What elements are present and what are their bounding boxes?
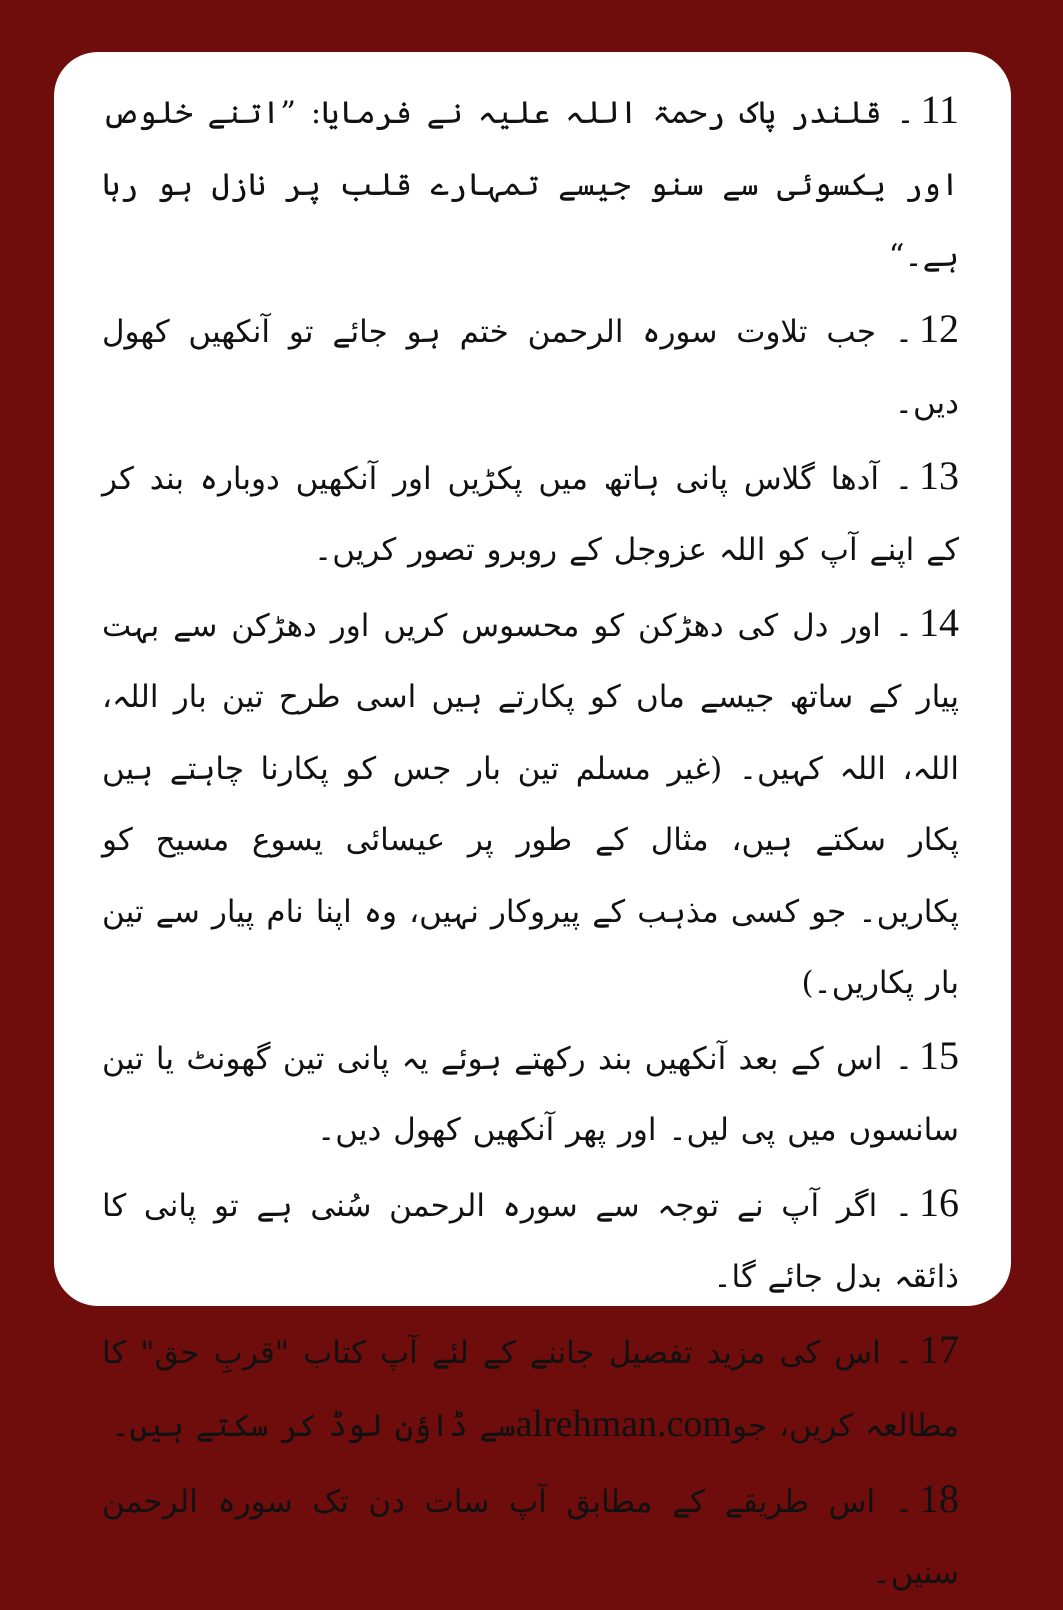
instruction-text: ۔ جب تلاوت سورہ الرحمن ختم ہو جائے تو آنکھیں کھول دیں۔	[102, 313, 959, 421]
content-card	[54, 52, 1011, 1591]
instruction-text: ۔ اس کی مزید تفصیل جاننے کے لئے آپ کتاب "قربِ حق" کا مطالعہ کریں، جو	[102, 1334, 959, 1444]
website-url: alrehman.com	[515, 1403, 732, 1445]
instruction-number: 14	[919, 599, 959, 645]
instruction-text: ۔ اور دل کی دھڑکن کو محسوس کریں اور دھڑکن سے بہت پیار کے ساتھ جیسے ماں کو پکارتے ہیں اسی طرح تین بار اللہ، اللہ، اللہ کہیں۔ (غیر مسلم تین بار جس کو پکارنا چاہتے ہیں پکار سکتے ہیں، مثال کے طور پر عیسائی یسوع مسیح کو پکاریں۔ جو کسی مذہب کے پیروکار نہیں، وہ اپنا نام پیار سے تین بار پکاریں۔)	[102, 607, 959, 1001]
instruction-text: ۔ اس طریقے کے مطابق آپ سات دن تک سورہ الرحمن سنیں۔	[102, 1483, 959, 1591]
instruction-text: ۔ آدھا گلاس پانی ہاتھ میں پکڑیں اور آنکھیں دوبارہ بند کر کے اپنے آپ کو اللہ عزوجل کے روبرو تصور کریں۔	[102, 460, 959, 568]
instruction-text: ۔ اس کے بعد آنکھیں بند رکھتے ہوئے یہ پانی تین گھونٹ یا تین سانسوں میں پی لیں۔ اور پھر آنکھیں کھول دیں۔	[102, 1040, 959, 1148]
instruction-number: 12	[919, 305, 959, 351]
instruction-17	[102, 1314, 959, 1463]
instruction-16	[102, 1167, 959, 1314]
instruction-text: ۔ اگر آپ نے توجہ سے سورہ الرحمن سُنی ہے تو پانی کا ذائقہ بدل جائے گا۔	[102, 1187, 959, 1295]
instruction-15	[102, 1020, 959, 1167]
instruction-text: ۔ قلندر پاک رحمۃ اللہ علیہ نے فرمایا: ”اتنے خلوص اور یکسوئی سے سنو جیسے تمہارے قلب پر نازل ہو رہا ہے۔“	[102, 95, 959, 274]
instruction-number: 13	[919, 452, 959, 498]
instruction-18	[102, 1463, 959, 1610]
instruction-list	[102, 74, 959, 1610]
instruction-13	[102, 440, 959, 587]
instruction-number: 17	[919, 1326, 959, 1372]
instruction-11	[102, 74, 959, 293]
instruction-text-continued: سے ڈاؤن لوڈ کر سکتے ہیں۔	[111, 1408, 516, 1444]
instruction-12	[102, 293, 959, 440]
instruction-number: 16	[919, 1179, 959, 1225]
instruction-14	[102, 587, 959, 1020]
instruction-number: 18	[919, 1475, 959, 1521]
instruction-number: 11	[920, 87, 959, 132]
instruction-number: 15	[919, 1032, 959, 1078]
